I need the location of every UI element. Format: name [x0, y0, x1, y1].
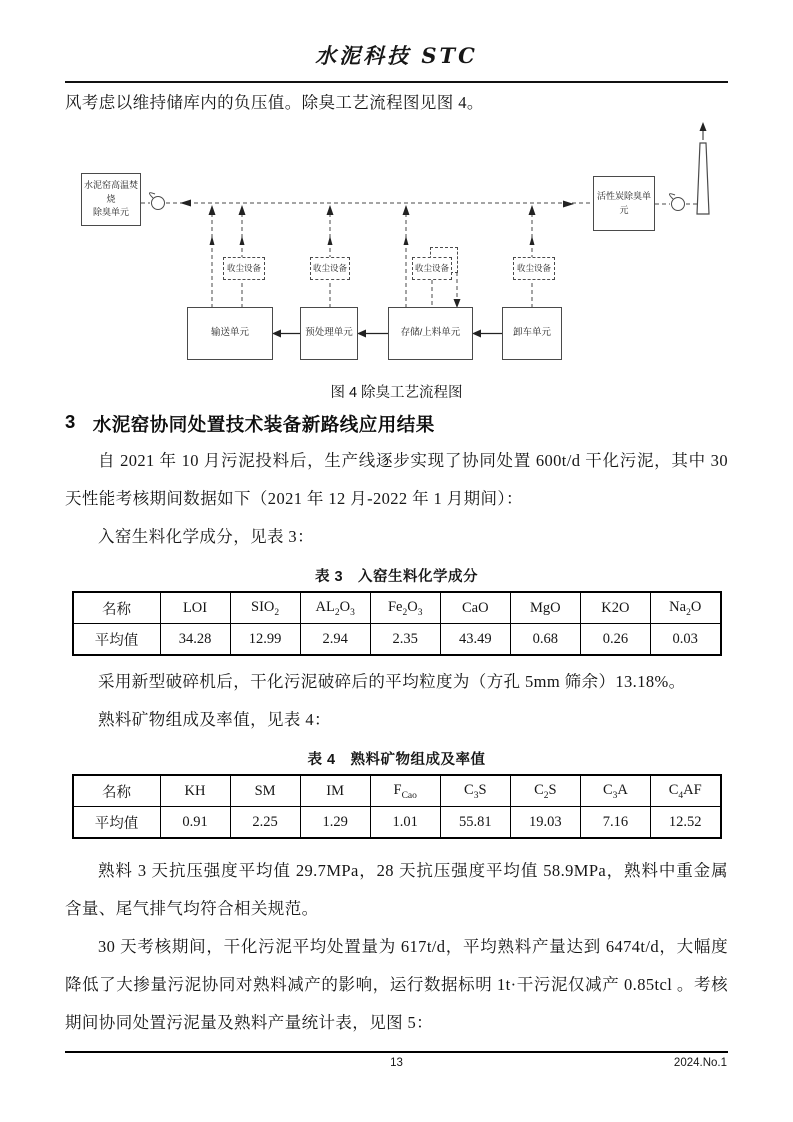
section-heading: [65, 411, 728, 437]
table-value-cell: 0.03: [650, 624, 720, 656]
table-value-cell: 平均值: [73, 624, 161, 656]
table-value-cell: 34.28: [160, 624, 230, 656]
table-value-cell: 12.52: [650, 807, 720, 839]
table-header-cell: MgO: [510, 592, 580, 624]
table-value-cell: 7.16: [580, 807, 650, 839]
table-value-cell: 12.99: [230, 624, 300, 656]
section-number: 3: [65, 411, 76, 432]
table-header-cell: 名称: [73, 775, 161, 807]
conveying-unit-box: 输送单元: [187, 307, 273, 360]
fan-icon: [149, 193, 164, 210]
paragraph: 熟料 3 天抗压强度平均值 29.7MPa，28 天抗压强度平均值 58.9MPa，熟料中重金属含量、尾气排气均符合相关规范。: [65, 861, 728, 918]
table-header-cell: KH: [160, 775, 230, 807]
section-title: 水泥窑协同处置技术装备新路线应用结果: [92, 414, 435, 435]
table-header-cell: SM: [230, 775, 300, 807]
header-rule: [65, 81, 728, 83]
fan-icon: [669, 194, 684, 211]
table-value-cell: 55.81: [440, 807, 510, 839]
paragraph: 熟料矿物组成及率值，见表 4：: [98, 710, 331, 729]
table4-clinker-minerals: [72, 774, 722, 839]
table-value-cell: 19.03: [510, 807, 580, 839]
table-header-cell: CaO: [440, 592, 510, 624]
figure-caption: 图 4 除臭工艺流程图: [330, 385, 463, 401]
table-value-cell: 2.94: [300, 624, 370, 656]
journal-title: 水泥科技 STC: [315, 43, 478, 68]
table3-raw-meal-composition: [72, 591, 722, 656]
table-header-cell: $Na_2O$: [650, 592, 720, 624]
paragraph: 自 2021 年 10 月污泥投料后，生产线逐步实现了协同处置 600t/d 干化污泥，其中 30 天性能考核期间数据如下（2021 年 12 月-2022 年 1 月期间）：: [65, 451, 728, 508]
dust-collector-box-2: 收尘设备: [310, 257, 350, 280]
dust-collector-box-3: 收尘设备: [412, 257, 452, 280]
table-header-cell: $Fe_2O_3$: [370, 592, 440, 624]
page-number: 13: [390, 1057, 403, 1069]
table-header-cell: LOI: [160, 592, 230, 624]
table-header-cell: $C_4AF$: [650, 775, 720, 807]
chimney-icon: [697, 122, 709, 214]
issue-label: 2024.No.1: [673, 1057, 727, 1069]
storage-feeding-unit-box: 存储/上料单元: [388, 307, 473, 360]
table-value-cell: 1.01: [370, 807, 440, 839]
footer-rule: [65, 1051, 728, 1053]
table-header-cell: IM: [300, 775, 370, 807]
dust-collector-box-1: 收尘设备: [223, 257, 265, 280]
table-header-cell: $AL_2O_3$: [300, 592, 370, 624]
table-header-cell: K2O: [580, 592, 650, 624]
table4-title: 表 4 熟料矿物组成及率值: [307, 752, 486, 768]
figure-4-flow-diagram: [60, 120, 740, 378]
table-header-cell: $C_3S$: [440, 775, 510, 807]
kiln-unit-label-line1: 水泥窑高温焚烧: [83, 180, 138, 204]
kiln-deodorize-unit-box: [81, 173, 141, 226]
table-header-cell: $SIO_2$: [230, 592, 300, 624]
table-header-cell: $F_{Cao}$: [370, 775, 440, 807]
table-value-cell: 0.91: [160, 807, 230, 839]
pretreatment-unit-box: 预处理单元: [300, 307, 358, 360]
table-header-cell: $C_2S$: [510, 775, 580, 807]
paragraph: 30 天考核期间，干化污泥平均处置量为 617t/d，平均熟料产量达到 6474t/d，大幅度降低了大掺量污泥协同对熟料减产的影响，运行数据标明 1t·干污泥仅减产 0.85tcl 。考核期间协同处置污泥量及熟料产量统计表，见图 5：: [65, 937, 728, 1032]
table-value-cell: 2.35: [370, 624, 440, 656]
intro-paragraph: 风考虑以维持储库内的负压值。除臭工艺流程图见图 4。: [65, 93, 484, 112]
unloading-unit-box: 卸车单元: [502, 307, 562, 360]
table-value-cell: 0.68: [510, 624, 580, 656]
table-value-cell: 2.25: [230, 807, 300, 839]
table3-title: 表 3 入窑生料化学成分: [314, 569, 479, 585]
paragraph: 采用新型破碎机后，干化污泥破碎后的平均粒度为（方孔 5mm 筛余）13.18%。: [98, 672, 686, 691]
table-value-cell: 1.29: [300, 807, 370, 839]
dust-collector-box-4: 收尘设备: [513, 257, 555, 280]
table-value-cell: 43.49: [440, 624, 510, 656]
kiln-unit-label-line2: 除臭单元: [92, 207, 129, 218]
table-value-cell: 平均值: [73, 807, 161, 839]
activated-carbon-unit-box: 活性炭除臭单元: [593, 176, 655, 231]
table-header-cell: $C_3A$: [580, 775, 650, 807]
table-value-cell: 0.26: [580, 624, 650, 656]
table-header-cell: 名称: [73, 592, 161, 624]
paragraph: 入窑生料化学成分，见表 3：: [98, 527, 314, 546]
